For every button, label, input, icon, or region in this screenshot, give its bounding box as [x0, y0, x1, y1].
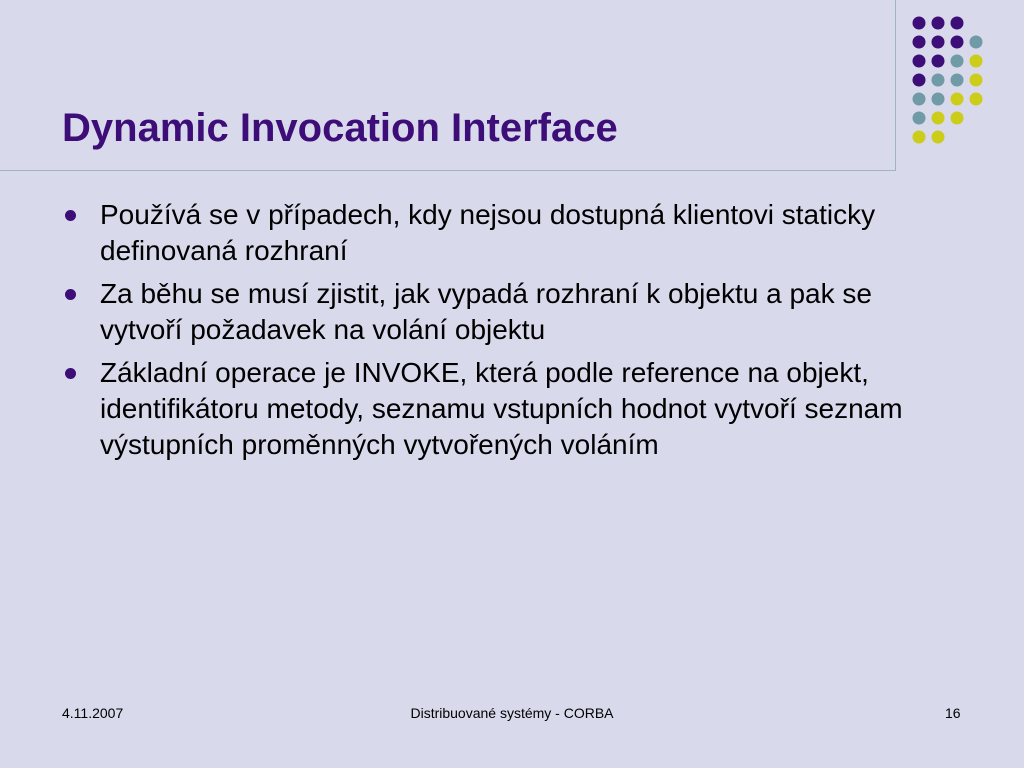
footer-page-number: 16 — [945, 705, 961, 721]
decorative-dot — [951, 55, 964, 68]
decorative-dot — [932, 55, 945, 68]
bullet-text: Používá se v případech, kdy nejsou dostupná klientovi staticky definovaná rozhraní — [100, 199, 876, 266]
bullet-dot-icon — [65, 368, 76, 379]
decorative-dot — [932, 112, 945, 125]
decorative-dot — [970, 55, 983, 68]
header-divider-horizontal — [0, 170, 896, 171]
decorative-dot — [970, 74, 983, 87]
decorative-dot — [951, 74, 964, 87]
decorative-dot — [913, 131, 926, 144]
decorative-dot — [913, 74, 926, 87]
bullet-list — [62, 197, 962, 470]
decorative-dot — [951, 112, 964, 125]
slide-title: Dynamic Invocation Interface — [62, 106, 618, 150]
bullet-item — [62, 355, 962, 463]
bullet-text: Za běhu se musí zjistit, jak vypadá rozhraní k objektu a pak se vytvoří požadavek na volání objektu — [100, 278, 872, 345]
decorative-dot — [913, 93, 926, 106]
decorative-dot — [970, 36, 983, 49]
decorative-dot — [932, 93, 945, 106]
decorative-dot — [951, 17, 964, 30]
decorative-dot — [970, 93, 983, 106]
decorative-dot — [951, 93, 964, 106]
bullet-dot-icon — [65, 289, 76, 300]
decorative-dot — [913, 36, 926, 49]
footer-title: Distribuované systémy - CORBA — [410, 705, 614, 721]
decorative-dot — [913, 55, 926, 68]
decorative-dot — [932, 17, 945, 30]
decorative-dot — [932, 131, 945, 144]
decorative-dot — [951, 36, 964, 49]
decorative-dot — [913, 17, 926, 30]
footer-date: 4.11.2007 — [62, 705, 124, 721]
decorative-dot — [932, 36, 945, 49]
bullet-item — [62, 276, 962, 348]
decorative-dot — [932, 74, 945, 87]
bullet-text: Základní operace je INVOKE, která podle reference na objekt, identifikátoru metody, seznamu vstupních hodnot vytvoří seznam výstupních proměnných vytvořených voláním — [100, 357, 903, 460]
decorative-dot — [913, 112, 926, 125]
bullet-item — [62, 197, 962, 269]
bullet-dot-icon — [65, 210, 76, 221]
